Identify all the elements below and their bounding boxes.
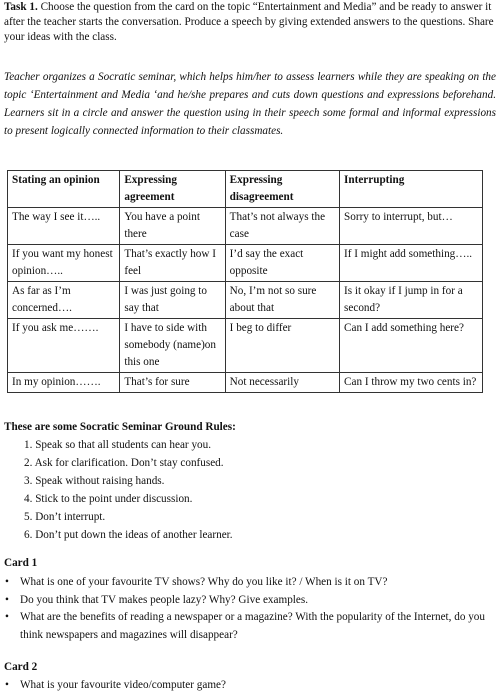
table-cell: That’s not always the case: [225, 208, 339, 245]
question-item: [4, 609, 494, 644]
table-cell: If you want my honest opinion…..: [8, 245, 120, 282]
table-cell: If I might add something…..: [340, 245, 483, 282]
table-row: [8, 245, 483, 282]
header-expressing-agreement: Expressing agreement: [120, 171, 225, 208]
table-row: [8, 373, 483, 393]
table-cell: That’s for sure: [120, 373, 225, 393]
phrases-table: [7, 170, 483, 393]
question-item: [4, 677, 494, 695]
table-cell: Is it okay if I jump in for a second?: [340, 282, 483, 319]
question-text: What is your favourite video/computer game?: [20, 679, 226, 691]
rule-item: 6. Don’t put down the ideas of another learner.: [24, 529, 233, 541]
bullet-icon: •: [5, 576, 9, 588]
rule-item: 1. Speak so that all students can hear you.: [24, 439, 212, 451]
question-item: [4, 574, 494, 592]
table-cell: I have to side with somebody (name)on this one: [120, 319, 225, 373]
table-cell: Sorry to interrupt, but…: [340, 208, 483, 245]
table-cell: I’d say the exact opposite: [225, 245, 339, 282]
table-cell: Not necessarily: [225, 373, 339, 393]
card-1-title: Card 1: [4, 557, 38, 569]
question-item: [4, 592, 494, 610]
table-cell: I beg to differ: [225, 319, 339, 373]
rule-item: 5. Don’t interrupt.: [24, 511, 106, 523]
table-row: [8, 319, 483, 373]
bullet-icon: •: [5, 679, 9, 691]
table-cell: Can I add something here?: [340, 319, 483, 373]
table-cell: I was just going to say that: [120, 282, 225, 319]
question-text: What are the benefits of reading a newspaper or a magazine? With the popularity of the Internet, do you think newspapers and magazines will disappear?: [20, 611, 485, 641]
header-stating-opinion: Stating an opinion: [8, 171, 120, 208]
rule-item: 3. Speak without raising hands.: [24, 475, 165, 487]
table-cell: No, I’m not so sure about that: [225, 282, 339, 319]
table-cell: You have a point there: [120, 208, 225, 245]
header-interrupting: Interrupting: [340, 171, 483, 208]
table-cell: The way I see it…..: [8, 208, 120, 245]
bullet-icon: •: [5, 611, 9, 623]
table-cell: Can I throw my two cents in?: [340, 373, 483, 393]
table-header-row: [8, 171, 483, 208]
rules-list: [12, 436, 233, 544]
task-instructions: [4, 0, 496, 45]
header-expressing-disagreement: Expressing disagreement: [225, 171, 339, 208]
intro-paragraph: Teacher organizes a Socratic seminar, which helps him/her to assess learners while they are speaking on the topic ‘Entertainment and Media ‘and he/she prepares and cuts down questions and expressions beforehand. Learners sit in a circle and answer the question using in their speech some formal and informal expressions to present logically connected information to their classmates.: [4, 71, 496, 137]
rule-item: 4. Stick to the point under discussion.: [24, 493, 193, 505]
question-text: What is one of your favourite TV shows? Why do you like it? / When is it on TV?: [20, 576, 388, 588]
card-1-questions: [4, 574, 494, 644]
table-cell: In my opinion…….: [8, 373, 120, 393]
card-2-title: Card 2: [4, 661, 38, 673]
table-cell: As far as I’m concerned….: [8, 282, 120, 319]
rules-title: These are some Socratic Seminar Ground Rules:: [4, 421, 236, 433]
bullet-icon: •: [5, 593, 9, 606]
table-row: [8, 208, 483, 245]
table-cell: If you ask me…….: [8, 319, 120, 373]
rule-item: 2. Ask for clarification. Don’t stay confused.: [24, 457, 224, 469]
question-text: Do you think that TV makes people lazy? Why? Give examples.: [20, 593, 309, 606]
table-cell: That’s exactly how I feel: [120, 245, 225, 282]
task-text: Choose the question from the card on the topic “Entertainment and Media” and be ready to answer it after the teacher starts the conversation. Produce a speech by giving extended answers to the questions. Share your ideas with the class.: [4, 1, 494, 43]
card-2-questions: [4, 677, 494, 695]
task-label: Task 1.: [4, 1, 38, 13]
table-row: [8, 282, 483, 319]
